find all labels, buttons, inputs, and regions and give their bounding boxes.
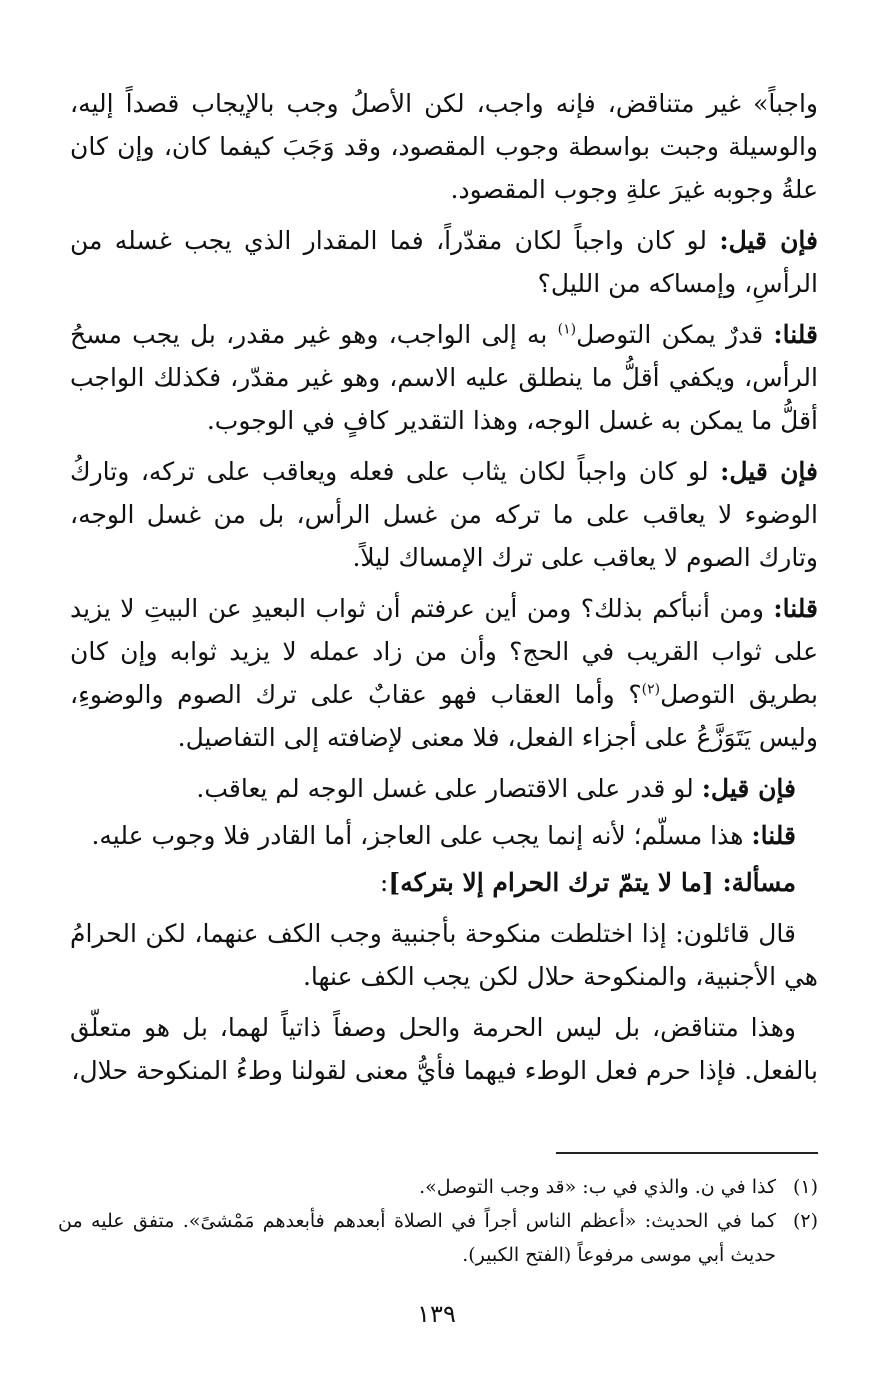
paragraph-10 bbox=[70, 1006, 818, 1092]
footnotes bbox=[58, 1170, 818, 1272]
paragraph-text: هذا مسلّم؛ لأنه إنما يجب على العاجز، أما القادر فلا وجوب عليه. bbox=[91, 821, 752, 850]
section-heading bbox=[70, 861, 818, 904]
footnote-divider bbox=[556, 1152, 818, 1154]
objection-lead: فإن قيل: bbox=[720, 457, 818, 486]
reply-lead: قلنا: bbox=[773, 320, 818, 349]
paragraph-1 bbox=[70, 82, 818, 211]
issue-title: [ما لا يتمّ ترك الحرام إلا بتركه] bbox=[388, 868, 723, 897]
paragraph-text-start: ومن أنبأكم بذلك؟ ومن أين عرفتم أن ثواب البعيدِ عن البيتِ لا يزيد على ثواب القريب في الحج؟ وأن من زاد عمله لا يزيد ثوابه وإن كان بطريق التوصل bbox=[70, 594, 818, 709]
paragraph-text: قال قائلون: إذا اختلطت منكوحة بأجنبية وجب الكف عنهما، لكن الحرامُ هي الأجنبية، والمنكوحة حلال لكن يجب الكف عنها. bbox=[70, 919, 818, 991]
paragraph-5 bbox=[70, 587, 818, 759]
footnote-2 bbox=[58, 1204, 818, 1272]
footnote-ref-1[interactable]: (١) bbox=[557, 321, 577, 338]
page-number: ١٣٩ bbox=[417, 1300, 456, 1328]
footnote-text: كذا في ن. والذي في ب: «قد وجب التوصل». bbox=[419, 1176, 776, 1198]
page-body bbox=[70, 82, 818, 1100]
issue-lead: مسألة: bbox=[722, 868, 796, 897]
paragraph-text-start: قدرٌ يمكن التوصل bbox=[576, 320, 774, 349]
issue-colon: : bbox=[379, 868, 389, 897]
footnote-1 bbox=[58, 1170, 818, 1204]
objection-lead: فإن قيل: bbox=[701, 774, 796, 803]
reply-lead: قلنا: bbox=[773, 594, 818, 623]
objection-lead: فإن قيل: bbox=[719, 226, 818, 255]
paragraph-7 bbox=[70, 814, 818, 857]
paragraph-3 bbox=[70, 313, 818, 442]
footnote-number: (٢) bbox=[792, 1210, 818, 1232]
paragraph-4 bbox=[70, 450, 818, 579]
paragraph-text: وهذا متناقض، بل ليس الحرمة والحل وصفاً ذاتياً لهما، بل هو متعلّق بالفعل. فإذا حرم فعل الوطء فيهما فأيُّ معنى لقولنا وطءُ المنكوحة حلال، bbox=[70, 1013, 818, 1085]
paragraph-text: لو كان واجباً لكان يثاب على فعله ويعاقب على تركه، وتاركُ الوضوء لا يعاقب على ما تركه من غسل الرأس، بل من غسل الوجه، وتارك الصوم لا يعاقب على ترك الإمساك ليلاً. bbox=[70, 457, 818, 572]
reply-lead: قلنا: bbox=[751, 821, 796, 850]
footnote-ref-2[interactable]: (٢) bbox=[641, 681, 661, 698]
paragraph-text: ؟ وأما العقاب فهو عقابٌ على ترك الصوم والوضوءِ، وليس يَتَوَزَّعُ على أجزاء الفعل، فلا معنى لإضافته إلى التفاصيل. bbox=[70, 680, 818, 752]
paragraph-6 bbox=[70, 767, 818, 810]
paragraph-text: لو قدر على الاقتصار على غسل الوجه لم يعاقب. bbox=[196, 774, 702, 803]
paragraph-text: واجباً» غير متناقض، فإنه واجب، لكن الأصلُ وجب بالإيجاب قصداً إليه، والوسيلة وجبت بواسطة وجوب المقصود، وقد وَجَبَ كيفما كان، وإن كان علةُ وجوبه غيرَ علةِ وجوب المقصود. bbox=[70, 89, 818, 204]
paragraph-text: لو كان واجباً لكان مقدّراً، فما المقدار الذي يجب غسله من الرأسِ، وإمساكه من الليل؟ bbox=[70, 226, 818, 298]
footnote-number: (١) bbox=[792, 1176, 818, 1198]
footnote-text: كما في الحديث: «أعظم الناس أجراً في الصلاة أبعدهم فأبعدهم مَمْشىً». متفق عليه من حديث أبي موسى مرفوعاً (الفتح الكبير). bbox=[58, 1210, 776, 1266]
paragraph-text: به إلى الواجب، وهو غير مقدر، بل يجب مسحُ الرأس، ويكفي أقلُّ ما ينطلق عليه الاسم، وهو غير مقدّر، فكذلك الواجب أقلُّ ما يمكن به غسل الوجه، وهذا التقدير كافٍ في الوجوب. bbox=[70, 320, 818, 435]
paragraph-9 bbox=[70, 912, 818, 998]
paragraph-2 bbox=[70, 219, 818, 305]
